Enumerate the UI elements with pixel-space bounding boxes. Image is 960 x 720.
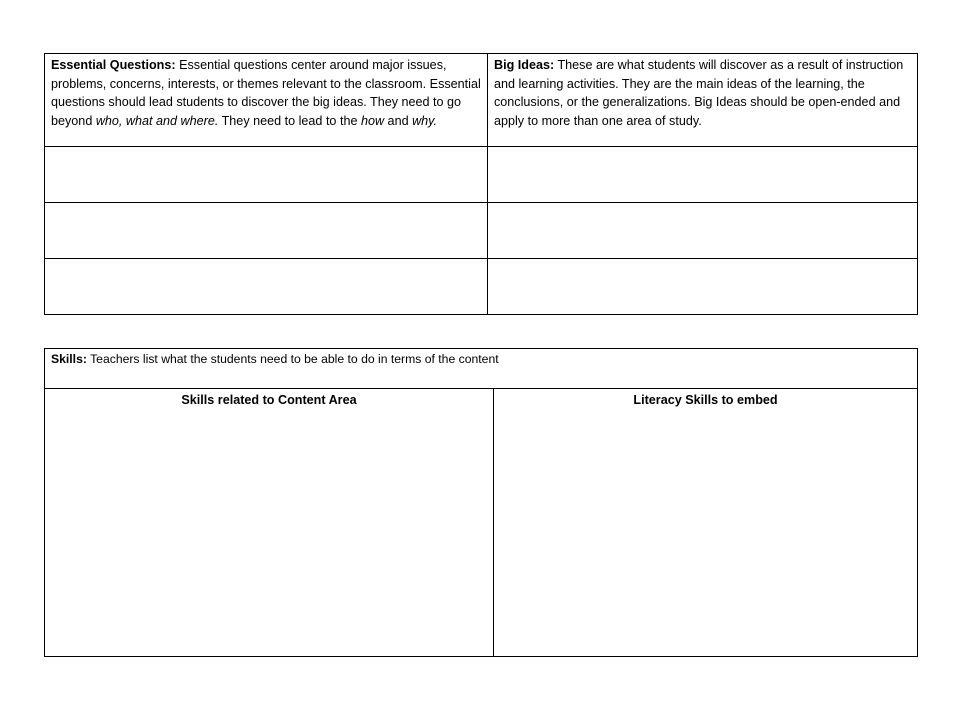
big-idea-entry-cell[interactable] bbox=[488, 147, 918, 203]
big-ideas-cell bbox=[488, 54, 918, 147]
big-idea-entry-cell[interactable] bbox=[488, 259, 918, 315]
literacy-skills-header: Literacy Skills to embed bbox=[633, 393, 778, 407]
essential-questions-description: Essential Questions: Essential questions center around major issues, problems, concerns, interests, or themes relevant to the classroom. Essential questions should lead students to discover the big ideas. They need to go beyond who, what and where. They need to lead to the how and why. bbox=[51, 58, 481, 128]
header-row bbox=[45, 54, 918, 147]
literacy-skills-cell[interactable] bbox=[494, 389, 918, 657]
skills-columns-row bbox=[45, 389, 918, 657]
skills-description: Skills: Teachers list what the students need to be able to do in terms of the content bbox=[51, 352, 499, 366]
content-area-skills-cell[interactable] bbox=[45, 389, 494, 657]
essential-questions-cell bbox=[45, 54, 488, 147]
skills-header-row bbox=[45, 349, 918, 389]
skills-label: Skills: bbox=[51, 352, 87, 366]
big-ideas-description: Big Ideas: These are what students will discover as a result of instruction and learning activities. They are the main ideas of the learning, the conclusions, or the generalizations. Big Ideas should be open-ended and apply to more than one area of study. bbox=[494, 58, 904, 128]
skills-table bbox=[44, 348, 918, 657]
content-area-skills-header: Skills related to Content Area bbox=[181, 393, 357, 407]
essential-questions-label: Essential Questions: bbox=[51, 58, 176, 72]
entry-row bbox=[45, 147, 918, 203]
big-ideas-label: Big Ideas: bbox=[494, 58, 555, 72]
skills-description-cell bbox=[45, 349, 918, 389]
essential-question-entry-cell[interactable] bbox=[45, 203, 488, 259]
essential-question-entry-cell[interactable] bbox=[45, 147, 488, 203]
entry-row bbox=[45, 203, 918, 259]
big-idea-entry-cell[interactable] bbox=[488, 203, 918, 259]
essential-questions-big-ideas-table bbox=[44, 53, 918, 315]
entry-row bbox=[45, 259, 918, 315]
essential-question-entry-cell[interactable] bbox=[45, 259, 488, 315]
